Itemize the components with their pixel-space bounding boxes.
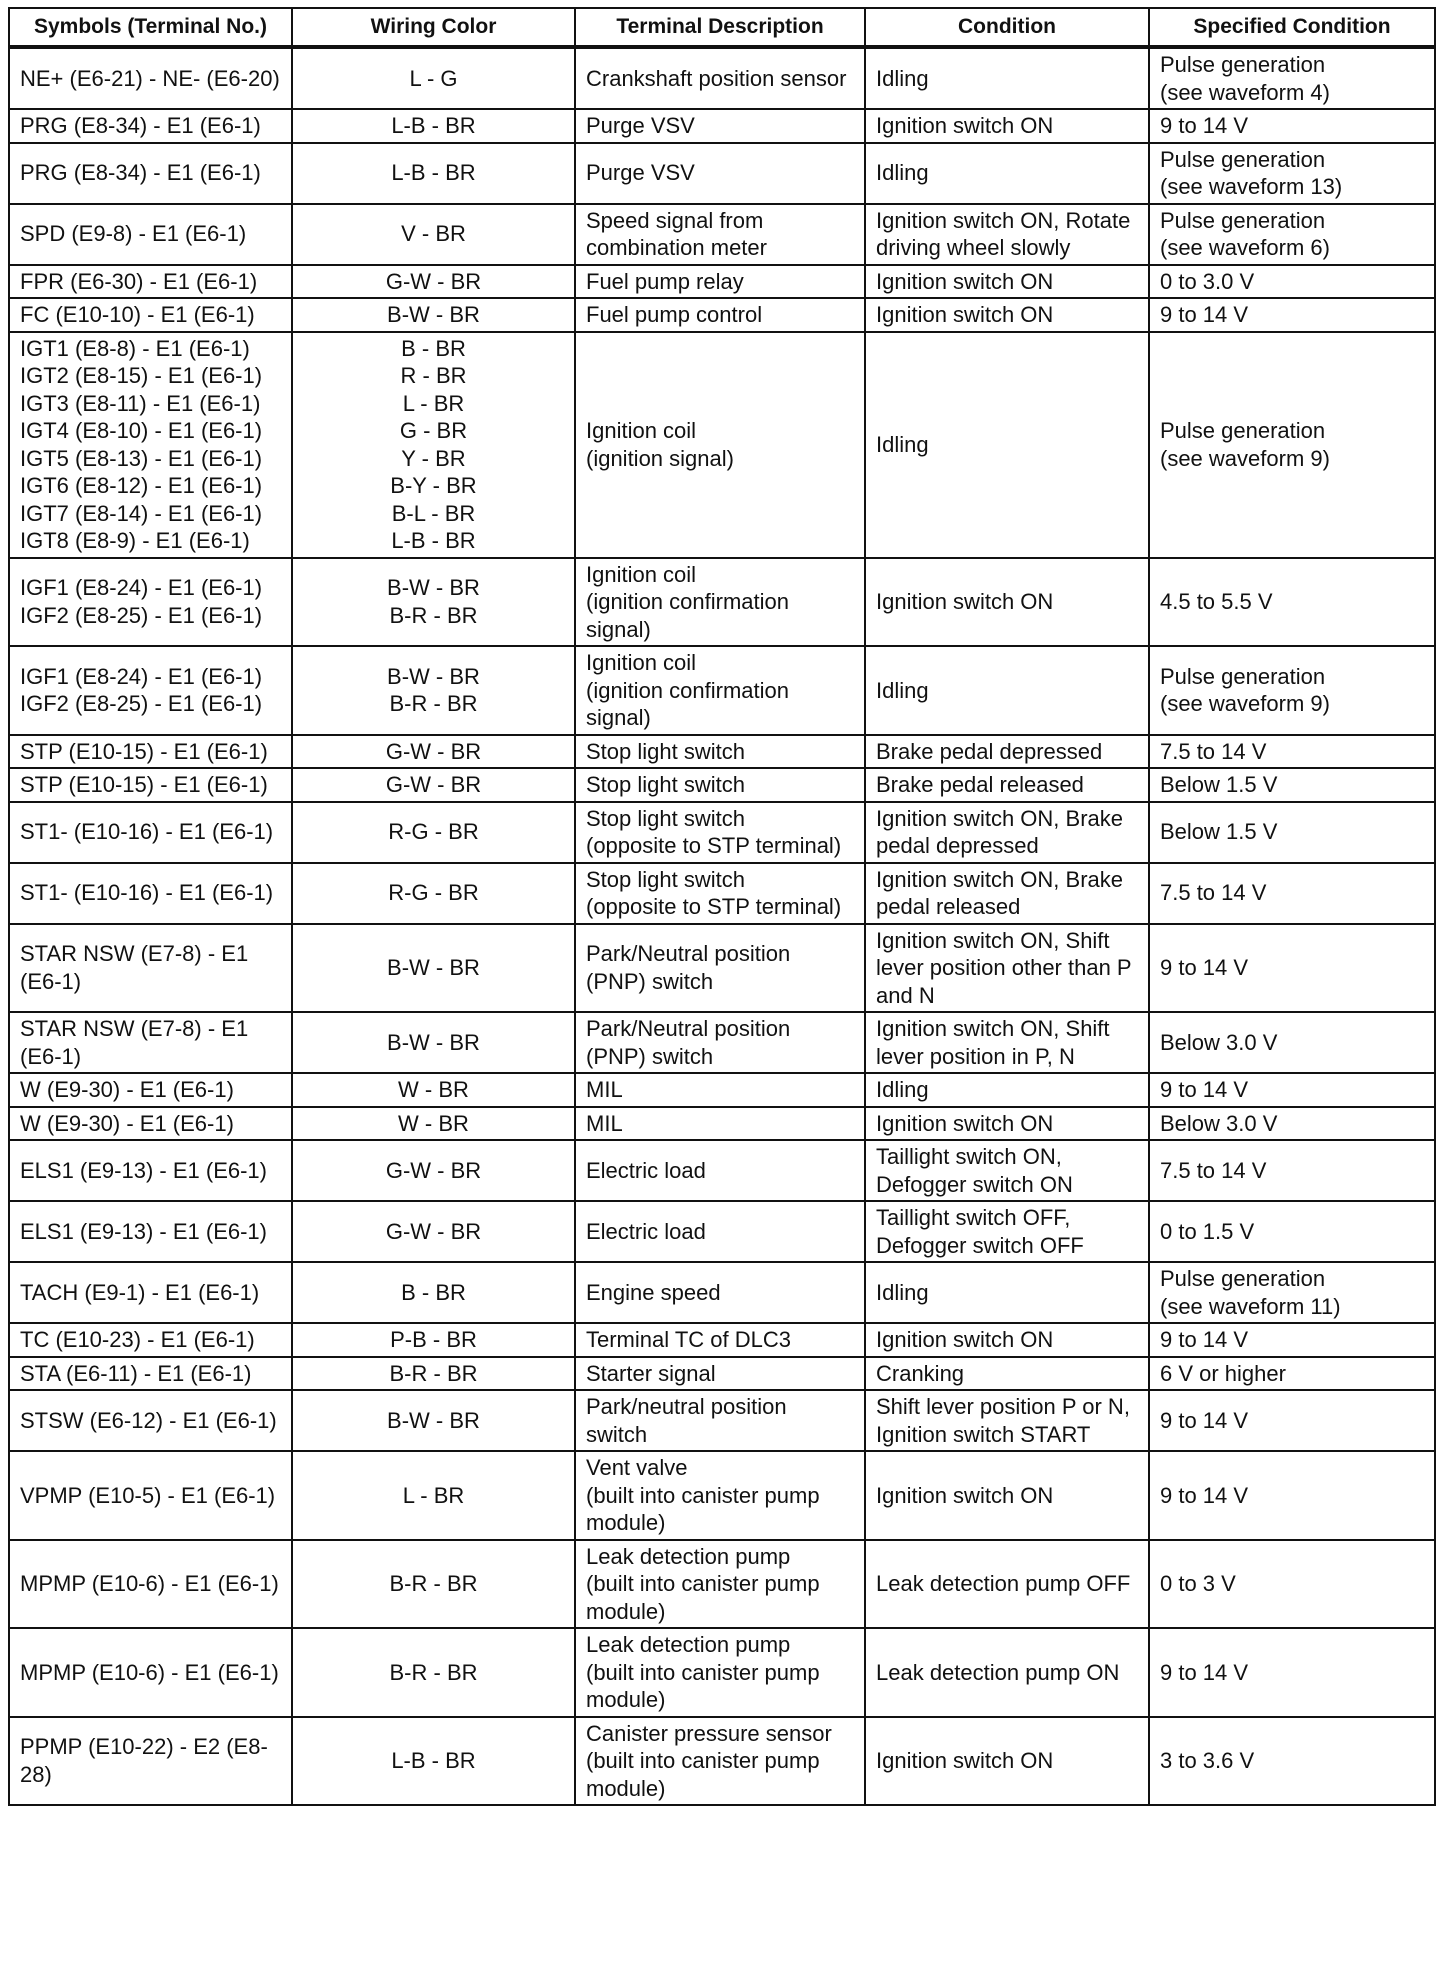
- cell-specified-condition: Below 1.5 V: [1149, 768, 1435, 802]
- cell-condition: Idling: [865, 1073, 1149, 1107]
- header-condition: Condition: [865, 8, 1149, 47]
- cell-condition: Ignition switch ON: [865, 1323, 1149, 1357]
- cell-symbols: TC (E10-23) - E1 (E6-1): [9, 1323, 292, 1357]
- cell-terminal-description: Fuel pump relay: [575, 265, 865, 299]
- cell-terminal-description: Stop light switch (opposite to STP terminal): [575, 863, 865, 924]
- cell-symbols: FC (E10-10) - E1 (E6-1): [9, 298, 292, 332]
- cell-condition: Ignition switch ON: [865, 1451, 1149, 1540]
- cell-terminal-description: MIL: [575, 1107, 865, 1141]
- cell-wiring-color: G-W - BR: [292, 1140, 575, 1201]
- table-row: [9, 735, 1435, 769]
- cell-condition: Leak detection pump ON: [865, 1628, 1149, 1717]
- cell-specified-condition: Pulse generation (see waveform 9): [1149, 332, 1435, 558]
- table-row: [9, 332, 1435, 558]
- table-row: [9, 265, 1435, 299]
- cell-specified-condition: 9 to 14 V: [1149, 1628, 1435, 1717]
- cell-symbols: IGT1 (E8-8) - E1 (E6-1) IGT2 (E8-15) - E1 (E6-1) IGT3 (E8-11) - E1 (E6-1) IGT4 (E8-10) - E1 (E6-1) IGT5 (E8-13) - E1 (E6-1) IGT6 (E8-12) - E1 (E6-1) IGT7 (E8-14) - E1 (E6-1) IGT8 (E8-9) - E1 (E6-1): [9, 332, 292, 558]
- cell-terminal-description: Canister pressure sensor (built into canister pump module): [575, 1717, 865, 1806]
- header-wiring-color: Wiring Color: [292, 8, 575, 47]
- cell-wiring-color: G-W - BR: [292, 1201, 575, 1262]
- table-body: [9, 47, 1435, 1805]
- cell-condition: Ignition switch ON: [865, 265, 1149, 299]
- cell-terminal-description: Stop light switch: [575, 768, 865, 802]
- cell-condition: Ignition switch ON, Rotate driving wheel slowly: [865, 204, 1149, 265]
- cell-wiring-color: W - BR: [292, 1107, 575, 1141]
- table-row: [9, 1107, 1435, 1141]
- cell-condition: Ignition switch ON: [865, 109, 1149, 143]
- cell-symbols: PRG (E8-34) - E1 (E6-1): [9, 143, 292, 204]
- table-row: [9, 1323, 1435, 1357]
- table-row: [9, 863, 1435, 924]
- cell-terminal-description: Purge VSV: [575, 109, 865, 143]
- cell-symbols: STP (E10-15) - E1 (E6-1): [9, 735, 292, 769]
- cell-wiring-color: B-R - BR: [292, 1357, 575, 1391]
- cell-symbols: STP (E10-15) - E1 (E6-1): [9, 768, 292, 802]
- table-row: [9, 298, 1435, 332]
- cell-specified-condition: 7.5 to 14 V: [1149, 1140, 1435, 1201]
- cell-specified-condition: 9 to 14 V: [1149, 1323, 1435, 1357]
- cell-terminal-description: Leak detection pump (built into canister pump module): [575, 1540, 865, 1629]
- cell-specified-condition: 0 to 3.0 V: [1149, 265, 1435, 299]
- header-row: [9, 8, 1435, 47]
- table-row: [9, 1201, 1435, 1262]
- cell-condition: Idling: [865, 332, 1149, 558]
- cell-symbols: TACH (E9-1) - E1 (E6-1): [9, 1262, 292, 1323]
- cell-condition: Ignition switch ON, Shift lever position other than P and N: [865, 924, 1149, 1013]
- cell-wiring-color: L-B - BR: [292, 143, 575, 204]
- cell-symbols: VPMP (E10-5) - E1 (E6-1): [9, 1451, 292, 1540]
- table-row: [9, 1390, 1435, 1451]
- cell-specified-condition: 3 to 3.6 V: [1149, 1717, 1435, 1806]
- table-row: [9, 204, 1435, 265]
- cell-specified-condition: 4.5 to 5.5 V: [1149, 558, 1435, 647]
- cell-symbols: STAR NSW (E7-8) - E1 (E6-1): [9, 1012, 292, 1073]
- cell-specified-condition: 0 to 3 V: [1149, 1540, 1435, 1629]
- cell-terminal-description: Park/Neutral position (PNP) switch: [575, 924, 865, 1013]
- cell-condition: Cranking: [865, 1357, 1149, 1391]
- cell-condition: Idling: [865, 1262, 1149, 1323]
- cell-terminal-description: Ignition coil (ignition confirmation signal): [575, 646, 865, 735]
- table-row: [9, 646, 1435, 735]
- cell-specified-condition: 9 to 14 V: [1149, 109, 1435, 143]
- cell-wiring-color: B-W - BR: [292, 298, 575, 332]
- cell-wiring-color: B-W - BR: [292, 924, 575, 1013]
- cell-symbols: W (E9-30) - E1 (E6-1): [9, 1107, 292, 1141]
- cell-symbols: MPMP (E10-6) - E1 (E6-1): [9, 1628, 292, 1717]
- cell-specified-condition: Below 3.0 V: [1149, 1107, 1435, 1141]
- cell-symbols: FPR (E6-30) - E1 (E6-1): [9, 265, 292, 299]
- cell-specified-condition: Below 1.5 V: [1149, 802, 1435, 863]
- table-row: [9, 143, 1435, 204]
- cell-wiring-color: G-W - BR: [292, 768, 575, 802]
- cell-condition: Ignition switch ON: [865, 298, 1149, 332]
- cell-wiring-color: B - BR R - BR L - BR G - BR Y - BR B-Y - BR B-L - BR L-B - BR: [292, 332, 575, 558]
- table-row: [9, 47, 1435, 109]
- cell-wiring-color: L - G: [292, 47, 575, 109]
- cell-symbols: SPD (E9-8) - E1 (E6-1): [9, 204, 292, 265]
- cell-symbols: W (E9-30) - E1 (E6-1): [9, 1073, 292, 1107]
- cell-terminal-description: Purge VSV: [575, 143, 865, 204]
- cell-specified-condition: 9 to 14 V: [1149, 1073, 1435, 1107]
- table-row: [9, 924, 1435, 1013]
- cell-specified-condition: 7.5 to 14 V: [1149, 863, 1435, 924]
- table-row: [9, 109, 1435, 143]
- cell-wiring-color: V - BR: [292, 204, 575, 265]
- header-specified-condition: Specified Condition: [1149, 8, 1435, 47]
- cell-wiring-color: G-W - BR: [292, 735, 575, 769]
- cell-condition: Ignition switch ON: [865, 558, 1149, 647]
- cell-wiring-color: P-B - BR: [292, 1323, 575, 1357]
- cell-condition: Shift lever position P or N, Ignition switch START: [865, 1390, 1149, 1451]
- cell-terminal-description: Crankshaft position sensor: [575, 47, 865, 109]
- cell-symbols: STSW (E6-12) - E1 (E6-1): [9, 1390, 292, 1451]
- table-row: [9, 768, 1435, 802]
- cell-terminal-description: Starter signal: [575, 1357, 865, 1391]
- cell-terminal-description: Stop light switch (opposite to STP terminal): [575, 802, 865, 863]
- cell-wiring-color: B-W - BR: [292, 1012, 575, 1073]
- cell-symbols: NE+ (E6-21) - NE- (E6-20): [9, 47, 292, 109]
- cell-terminal-description: Engine speed: [575, 1262, 865, 1323]
- cell-condition: Brake pedal released: [865, 768, 1149, 802]
- cell-wiring-color: W - BR: [292, 1073, 575, 1107]
- cell-terminal-description: Ignition coil (ignition confirmation signal): [575, 558, 865, 647]
- cell-terminal-description: Fuel pump control: [575, 298, 865, 332]
- cell-condition: Ignition switch ON, Brake pedal depressed: [865, 802, 1149, 863]
- cell-condition: Ignition switch ON: [865, 1717, 1149, 1806]
- table-row: [9, 802, 1435, 863]
- header-terminal-description: Terminal Description: [575, 8, 865, 47]
- cell-symbols: ELS1 (E9-13) - E1 (E6-1): [9, 1201, 292, 1262]
- cell-terminal-description: Park/neutral position switch: [575, 1390, 865, 1451]
- cell-specified-condition: Pulse generation (see waveform 11): [1149, 1262, 1435, 1323]
- cell-condition: Taillight switch OFF, Defogger switch OFF: [865, 1201, 1149, 1262]
- cell-specified-condition: Pulse generation (see waveform 9): [1149, 646, 1435, 735]
- cell-condition: Idling: [865, 143, 1149, 204]
- table-row: [9, 1012, 1435, 1073]
- table-row: [9, 1451, 1435, 1540]
- cell-symbols: IGF1 (E8-24) - E1 (E6-1) IGF2 (E8-25) - E1 (E6-1): [9, 646, 292, 735]
- cell-wiring-color: B-R - BR: [292, 1540, 575, 1629]
- cell-condition: Idling: [865, 47, 1149, 109]
- cell-symbols: STA (E6-11) - E1 (E6-1): [9, 1357, 292, 1391]
- cell-condition: Ignition switch ON, Shift lever position in P, N: [865, 1012, 1149, 1073]
- cell-terminal-description: Speed signal from combination meter: [575, 204, 865, 265]
- cell-wiring-color: R-G - BR: [292, 863, 575, 924]
- cell-terminal-description: Park/Neutral position (PNP) switch: [575, 1012, 865, 1073]
- cell-symbols: IGF1 (E8-24) - E1 (E6-1) IGF2 (E8-25) - E1 (E6-1): [9, 558, 292, 647]
- terminal-spec-table: [8, 7, 1436, 1806]
- cell-symbols: ST1- (E10-16) - E1 (E6-1): [9, 802, 292, 863]
- table-row: [9, 1073, 1435, 1107]
- cell-terminal-description: Ignition coil (ignition signal): [575, 332, 865, 558]
- cell-specified-condition: 9 to 14 V: [1149, 1451, 1435, 1540]
- cell-wiring-color: B-W - BR B-R - BR: [292, 558, 575, 647]
- header-symbols: Symbols (Terminal No.): [9, 8, 292, 47]
- cell-wiring-color: B-R - BR: [292, 1628, 575, 1717]
- cell-specified-condition: 7.5 to 14 V: [1149, 735, 1435, 769]
- table-row: [9, 1140, 1435, 1201]
- cell-condition: Idling: [865, 646, 1149, 735]
- table-row: [9, 1628, 1435, 1717]
- cell-specified-condition: 6 V or higher: [1149, 1357, 1435, 1391]
- cell-symbols: ST1- (E10-16) - E1 (E6-1): [9, 863, 292, 924]
- cell-terminal-description: Leak detection pump (built into canister pump module): [575, 1628, 865, 1717]
- cell-condition: Brake pedal depressed: [865, 735, 1149, 769]
- cell-specified-condition: 9 to 14 V: [1149, 1390, 1435, 1451]
- cell-symbols: ELS1 (E9-13) - E1 (E6-1): [9, 1140, 292, 1201]
- cell-condition: Ignition switch ON, Brake pedal released: [865, 863, 1149, 924]
- cell-terminal-description: MIL: [575, 1073, 865, 1107]
- cell-specified-condition: Below 3.0 V: [1149, 1012, 1435, 1073]
- cell-condition: Leak detection pump OFF: [865, 1540, 1149, 1629]
- cell-specified-condition: 9 to 14 V: [1149, 298, 1435, 332]
- cell-specified-condition: 0 to 1.5 V: [1149, 1201, 1435, 1262]
- cell-wiring-color: B - BR: [292, 1262, 575, 1323]
- cell-specified-condition: 9 to 14 V: [1149, 924, 1435, 1013]
- cell-wiring-color: B-W - BR: [292, 1390, 575, 1451]
- table-row: [9, 1262, 1435, 1323]
- cell-condition: Ignition switch ON: [865, 1107, 1149, 1141]
- cell-symbols: STAR NSW (E7-8) - E1 (E6-1): [9, 924, 292, 1013]
- cell-terminal-description: Terminal TC of DLC3: [575, 1323, 865, 1357]
- cell-wiring-color: R-G - BR: [292, 802, 575, 863]
- cell-terminal-description: Electric load: [575, 1201, 865, 1262]
- cell-wiring-color: B-W - BR B-R - BR: [292, 646, 575, 735]
- cell-specified-condition: Pulse generation (see waveform 6): [1149, 204, 1435, 265]
- table-row: [9, 1540, 1435, 1629]
- cell-wiring-color: L-B - BR: [292, 109, 575, 143]
- table-header: [9, 8, 1435, 47]
- table-row: [9, 1717, 1435, 1806]
- cell-terminal-description: Vent valve (built into canister pump module): [575, 1451, 865, 1540]
- table-row: [9, 558, 1435, 647]
- cell-specified-condition: Pulse generation (see waveform 4): [1149, 47, 1435, 109]
- cell-symbols: PPMP (E10-22) - E2 (E8- 28): [9, 1717, 292, 1806]
- cell-wiring-color: L-B - BR: [292, 1717, 575, 1806]
- table-row: [9, 1357, 1435, 1391]
- cell-symbols: MPMP (E10-6) - E1 (E6-1): [9, 1540, 292, 1629]
- cell-terminal-description: Stop light switch: [575, 735, 865, 769]
- cell-symbols: PRG (E8-34) - E1 (E6-1): [9, 109, 292, 143]
- cell-specified-condition: Pulse generation (see waveform 13): [1149, 143, 1435, 204]
- cell-terminal-description: Electric load: [575, 1140, 865, 1201]
- cell-wiring-color: L - BR: [292, 1451, 575, 1540]
- cell-condition: Taillight switch ON, Defogger switch ON: [865, 1140, 1149, 1201]
- cell-wiring-color: G-W - BR: [292, 265, 575, 299]
